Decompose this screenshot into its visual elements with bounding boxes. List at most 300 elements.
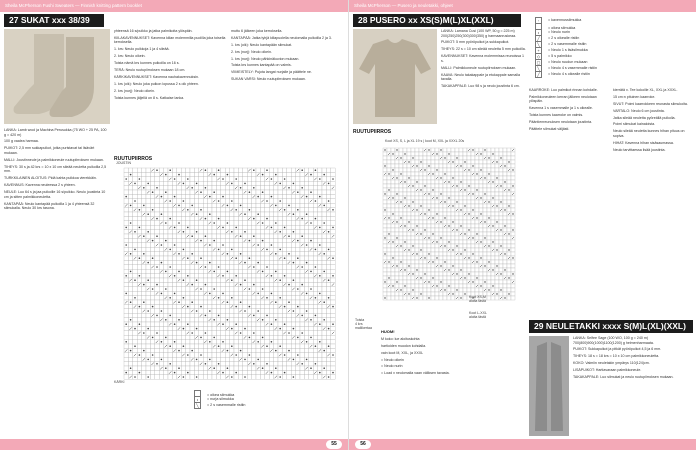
chart-cell [208, 304, 212, 308]
chart-cell [435, 244, 439, 248]
chart-cell [503, 264, 507, 268]
chart-cell [234, 199, 238, 203]
paragraph: Jatka sileää neuletta pyöreällä puikolla. [613, 115, 676, 120]
chart-cell [278, 203, 282, 207]
chart-cell [471, 180, 475, 184]
purl-mark [488, 157, 489, 158]
chart-cell [511, 216, 515, 220]
chart-cell [391, 224, 395, 228]
paragraph: VARTALO: Neulo 6 cm joustinta. [613, 108, 665, 113]
chart-cell [155, 208, 159, 212]
purl-mark [392, 169, 393, 170]
chart-cell [415, 264, 419, 268]
chart-cell [186, 212, 190, 216]
chart-cell [274, 194, 278, 198]
chart-cell [309, 340, 313, 344]
chart-cell [304, 199, 308, 203]
chart-cell [238, 230, 242, 234]
chart-cell [243, 194, 247, 198]
chart-cell [247, 375, 251, 379]
chart-cell [247, 181, 251, 185]
chart-cell [216, 221, 220, 225]
chart-cell [399, 240, 403, 244]
chart-cell [322, 194, 326, 198]
chart-cell [252, 353, 256, 357]
chart-cell [146, 300, 150, 304]
chart-cell [186, 190, 190, 194]
chart-cell [291, 322, 295, 326]
chart-cell [435, 272, 439, 276]
chart-cell [274, 370, 278, 374]
chart-cell [326, 265, 330, 269]
purl-mark [161, 262, 163, 264]
purl-mark [328, 328, 330, 330]
chart-cell [419, 180, 423, 184]
chart-cell [471, 168, 475, 172]
chart-cell [291, 362, 295, 366]
chart-cell [230, 313, 234, 317]
chart-cell [221, 362, 225, 366]
chart-cell [199, 172, 203, 176]
chart-cell [443, 148, 447, 152]
chart-cell [159, 326, 163, 330]
chart-cell [483, 172, 487, 176]
chart-cell [499, 176, 503, 180]
legend-text: = Neulo nurin [548, 30, 571, 34]
chart-cell [278, 287, 282, 291]
chart-cell [483, 160, 487, 164]
chart-cell [304, 274, 308, 278]
chart-cell [221, 212, 225, 216]
chart-cell [439, 164, 443, 168]
purl-mark [178, 205, 180, 207]
purl-stitch-icon: • [535, 29, 542, 36]
paragraph: 2. krs (nurj): Neulo oikein. [231, 49, 272, 54]
chart-cell [265, 172, 269, 176]
chart-cell [399, 208, 403, 212]
chart-cell [181, 313, 185, 317]
chart-cell [282, 199, 286, 203]
chart-cell [387, 228, 391, 232]
purl-mark [512, 273, 513, 274]
chart-cell [479, 272, 483, 276]
chart-cell [208, 322, 212, 326]
chart-cell [318, 366, 322, 370]
chart-cell [208, 190, 212, 194]
chart-cell [172, 318, 176, 322]
purl-mark [306, 310, 308, 312]
chart-cell [503, 184, 507, 188]
purl-mark [468, 185, 469, 186]
chart-cell [274, 186, 278, 190]
chart-cell [164, 168, 168, 172]
chart-cell [331, 212, 335, 216]
chart-cell [234, 269, 238, 273]
purl-mark [315, 315, 317, 317]
chart-cell [133, 287, 137, 291]
paragraph: Neulo tarvittaessa lisää joustinta. [613, 147, 666, 152]
chart-cell [150, 186, 154, 190]
chart-cell [507, 264, 511, 268]
purl-mark [468, 229, 469, 230]
chart-cell [391, 164, 395, 168]
chart-cell [243, 208, 247, 212]
chart-cell [172, 375, 176, 379]
chart-cell [326, 177, 330, 181]
chart-cell [177, 199, 181, 203]
purl-mark [284, 178, 286, 180]
paragraph: 1. krs (oik): Neulo kantapään silmukat. [231, 42, 293, 47]
chart-cell [304, 344, 308, 348]
chart-cell [230, 300, 234, 304]
purl-mark [218, 315, 220, 317]
chart-cell [252, 370, 256, 374]
purl-mark [235, 306, 237, 308]
purl-mark [288, 332, 290, 334]
chart-cell [309, 212, 313, 216]
paragraph: PUIKOT: 2,5 mm sukkapuikot, jotka puristavat tai lisävärt mukaan. [4, 146, 95, 155]
chart-cell [128, 362, 132, 366]
chart-cell [479, 156, 483, 160]
chart-cell [181, 252, 185, 256]
chart-cell [435, 208, 439, 212]
chart-cell [282, 348, 286, 352]
purl-mark [125, 244, 127, 246]
chart-cell [287, 344, 291, 348]
chart-cell [411, 264, 415, 268]
chart-cell [159, 199, 163, 203]
chart-cell [186, 362, 190, 366]
chart-cell [186, 172, 190, 176]
chart-cell [483, 232, 487, 236]
chart-cell [168, 335, 172, 339]
purl-mark [209, 262, 211, 264]
chart-cell [190, 313, 194, 317]
chart-cell [133, 177, 137, 181]
purl-mark [456, 273, 457, 274]
chart-cell [190, 230, 194, 234]
purl-mark [301, 315, 303, 317]
chart-cell [291, 194, 295, 198]
chart-cell [451, 256, 455, 260]
purl-mark [404, 285, 405, 286]
chart-cell [124, 172, 128, 176]
chart-cell [243, 331, 247, 335]
chart-cell [451, 216, 455, 220]
chart-cell [447, 272, 451, 276]
chart-cell [451, 284, 455, 288]
chart-cell [300, 212, 304, 216]
purl-mark [293, 359, 295, 361]
chart-cell [435, 252, 439, 256]
chart-cell [212, 370, 216, 374]
chart-cell [423, 164, 427, 168]
purl-stitch-icon: • [194, 396, 201, 403]
chart-cell [221, 375, 225, 379]
chart-cell [203, 177, 207, 181]
purl-mark [218, 297, 220, 299]
chart-cell [411, 236, 415, 240]
chart-cell [137, 340, 141, 344]
purl-mark [235, 257, 237, 259]
chart-cell [247, 344, 251, 348]
chart-cell [419, 196, 423, 200]
chart-cell [431, 184, 435, 188]
chart-cell [269, 186, 273, 190]
paragraph: Toista nämä krs kunnes puikoilla on 16 s. [114, 61, 180, 66]
chart-cell [304, 225, 308, 229]
chart-cell [282, 247, 286, 251]
chart-cell [203, 190, 207, 194]
chart-cell [243, 269, 247, 273]
chart-cell [216, 190, 220, 194]
chart-cell [507, 268, 511, 272]
chart-cell [443, 212, 447, 216]
chart-cell [427, 256, 431, 260]
chart-cell [326, 274, 330, 278]
chart-cell [399, 212, 403, 216]
chart-cell [164, 291, 168, 295]
chart-cell [133, 291, 137, 295]
chart-cell [291, 318, 295, 322]
chart-cell [439, 180, 443, 184]
chart-cell [252, 225, 256, 229]
chart-cell [439, 232, 443, 236]
chart-cell [234, 362, 238, 366]
chart-cell [322, 234, 326, 238]
purl-mark [323, 222, 325, 224]
chart-cell [455, 240, 459, 244]
chart-cell [212, 353, 216, 357]
chart-cell [133, 322, 137, 326]
purl-mark [464, 189, 465, 190]
purl-mark [209, 196, 211, 198]
chart-cell [383, 196, 387, 200]
purl-mark [200, 288, 202, 290]
chart-cell [177, 331, 181, 335]
purl-mark [408, 293, 409, 294]
increase-icon: + [535, 47, 542, 54]
purl-mark [392, 213, 393, 214]
chart-cell [463, 252, 467, 256]
chart-cell [199, 291, 203, 295]
purl-mark [244, 359, 246, 361]
chart-cell [435, 204, 439, 208]
chart-cell [443, 256, 447, 260]
chart-cell [491, 256, 495, 260]
purl-mark [275, 350, 277, 352]
chart-cell [313, 208, 317, 212]
chart-cell [212, 340, 216, 344]
chart-cell [431, 192, 435, 196]
purl-mark [284, 209, 286, 211]
chart-cell [304, 326, 308, 330]
chart-cell [291, 265, 295, 269]
chart-cell [423, 196, 427, 200]
paragraph: VIIMEISTELY: Pujota langat nurjalle ja päättele ne. [231, 70, 312, 75]
chart-cell [168, 287, 172, 291]
chart-cell [146, 291, 150, 295]
chart-cell [499, 292, 503, 296]
chart-cell [282, 344, 286, 348]
chart-cell [415, 288, 419, 292]
chart-cell [503, 156, 507, 160]
chart-cell [300, 300, 304, 304]
chart-cell [296, 234, 300, 238]
chart-cell [491, 200, 495, 204]
chart-cell [318, 296, 322, 300]
chart-cell [269, 326, 273, 330]
chart-cell [164, 282, 168, 286]
chart-cell [208, 177, 212, 181]
chart-cell [387, 244, 391, 248]
purl-mark [400, 217, 401, 218]
chart-cell [287, 304, 291, 308]
chart-cell [495, 152, 499, 156]
chart-cell [451, 168, 455, 172]
chart-cell [146, 252, 150, 256]
purl-mark [315, 266, 317, 268]
chart-cell [304, 300, 308, 304]
chart-cell [463, 240, 467, 244]
chart-cell [403, 228, 407, 232]
chart-cell [499, 180, 503, 184]
chart-cell [128, 212, 132, 216]
purl-mark [464, 161, 465, 162]
chart-cell [387, 212, 391, 216]
chart-cell [383, 272, 387, 276]
chart-cell [313, 353, 317, 357]
pattern-29-title: 29 NEULETAKKI [534, 321, 600, 331]
chart-cell [230, 212, 234, 216]
chart-cell [243, 243, 247, 247]
chart-cell [142, 335, 146, 339]
chart-cell [419, 296, 423, 300]
chart-cell [142, 313, 146, 317]
chart-cell [243, 221, 247, 225]
chart-cell [507, 192, 511, 196]
purl-mark [134, 249, 136, 251]
purl-mark [183, 328, 185, 330]
chart-cell [507, 196, 511, 200]
chart-cell [309, 194, 313, 198]
chart-cell [260, 278, 264, 282]
chart-cell [282, 366, 286, 370]
chart-cell [411, 172, 415, 176]
purl-mark [222, 341, 224, 343]
paragraph: yhteensä 16 s/puikko ja jatka palmikoita ylöspäin. [114, 29, 193, 33]
purl-mark [156, 332, 158, 334]
chart-cell [269, 318, 273, 322]
chart-cell [447, 192, 451, 196]
chart-cell [269, 168, 273, 172]
chart-cell [260, 291, 264, 295]
purl-mark [504, 253, 505, 254]
chart-cell [212, 186, 216, 190]
purl-mark [448, 153, 449, 154]
chart-cell [234, 260, 238, 264]
chart-cell [282, 326, 286, 330]
chart-cell [230, 282, 234, 286]
chart-cell [387, 184, 391, 188]
purl-mark [496, 265, 497, 266]
chart-cell [247, 309, 251, 313]
chart-cell [142, 256, 146, 260]
chart-cell [300, 366, 304, 370]
purl-mark [139, 209, 141, 211]
purl-mark [480, 241, 481, 242]
chart-cell [399, 188, 403, 192]
purl-mark [396, 281, 397, 282]
chart-cell [124, 318, 128, 322]
chart-cell [164, 309, 168, 313]
chart-cell [282, 260, 286, 264]
purl-mark [288, 350, 290, 352]
chart-cell [459, 212, 463, 216]
purl-mark [165, 191, 167, 193]
purl-mark [227, 350, 229, 352]
chart-cell [322, 247, 326, 251]
purl-mark [169, 315, 171, 317]
difficulty-marks: xxx [51, 15, 67, 25]
chart-cell [216, 256, 220, 260]
chart-cell [155, 296, 159, 300]
chart-cell [194, 225, 198, 229]
chart-cell [282, 168, 286, 172]
purl-mark [310, 222, 312, 224]
purl-mark [384, 237, 385, 238]
purl-mark [332, 306, 334, 308]
chart-cell [142, 318, 146, 322]
cardigan-photo [529, 336, 569, 436]
chart-cell [142, 344, 146, 348]
chart-cell [391, 200, 395, 204]
chart-cell [300, 353, 304, 357]
purl-mark [279, 183, 281, 185]
chart-cell [155, 326, 159, 330]
chart-cell [225, 234, 229, 238]
chart-cell [238, 375, 242, 379]
chart-cell [383, 232, 387, 236]
chart-cell [447, 236, 451, 240]
chart-cell [203, 230, 207, 234]
purl-mark [315, 297, 317, 299]
chart-cell [291, 221, 295, 225]
chart-cell [463, 192, 467, 196]
instructions-column-3 [231, 29, 343, 84]
chart-cell [247, 199, 251, 203]
chart-cell [439, 212, 443, 216]
chart-cell [395, 260, 399, 264]
chart-cell [427, 168, 431, 172]
purl-mark [222, 275, 224, 277]
chart-cell [159, 282, 163, 286]
purl-mark [500, 245, 501, 246]
chart-cell [150, 260, 154, 264]
chart-cell [234, 212, 238, 216]
purl-mark [130, 174, 132, 176]
chart-cell [137, 216, 141, 220]
purl-mark [400, 157, 401, 158]
chart-cell [238, 362, 242, 366]
paragraph: NEULE: Luo 64 s ja jaa puikoille 16 s/puikko. Neulo joustinta 10 cm ja sitten palmikkoneuletta. [4, 190, 106, 199]
chart-cell [159, 230, 163, 234]
chart-cell [411, 240, 415, 244]
chart-cell [203, 274, 207, 278]
chart-cell [216, 260, 220, 264]
chart-cell [399, 252, 403, 256]
chart-cell [186, 221, 190, 225]
